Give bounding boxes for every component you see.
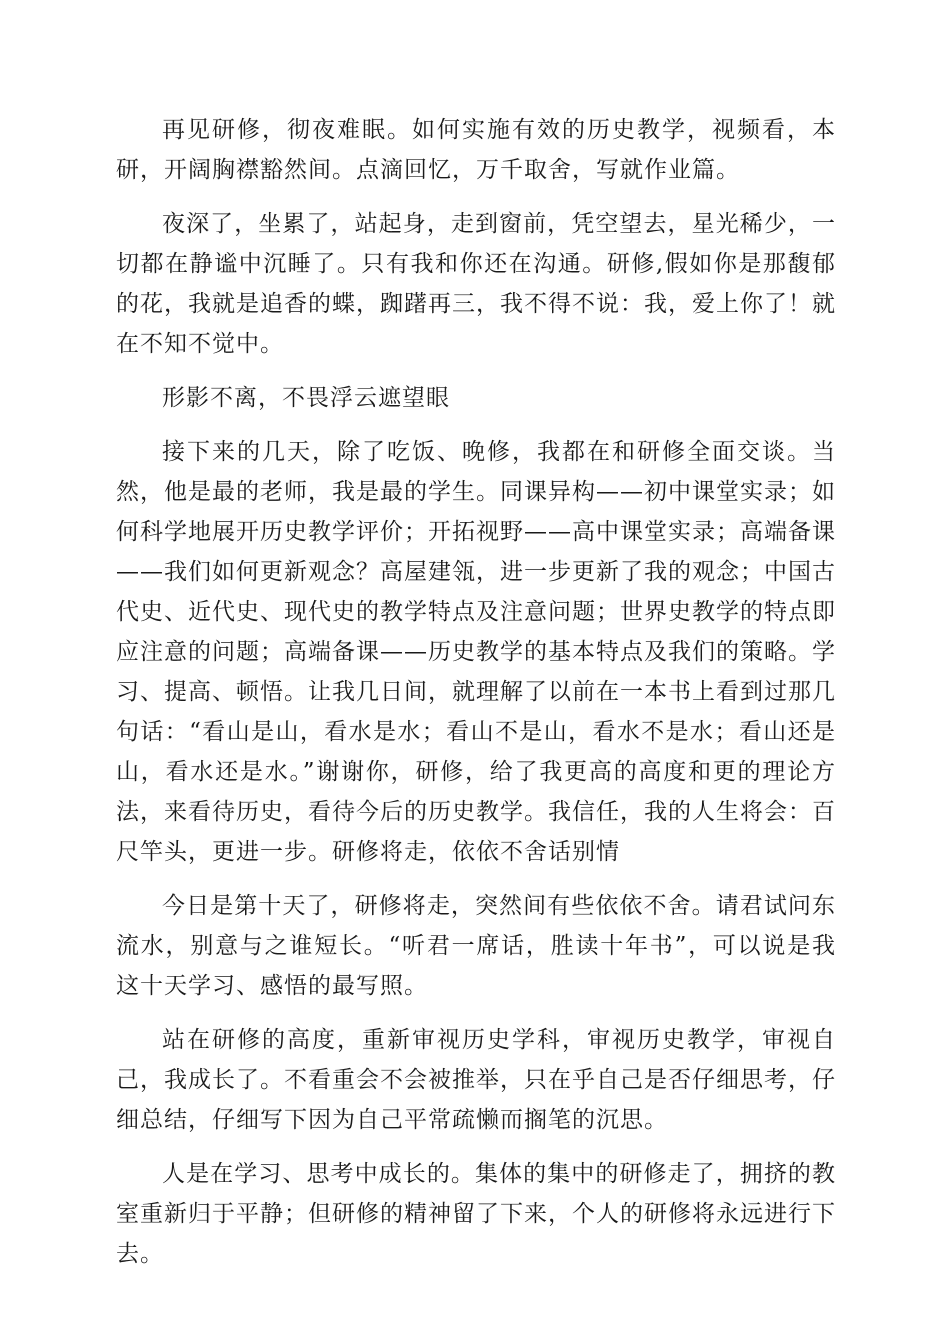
section-heading: 形影不离，不畏浮云遮望眼 xyxy=(162,385,450,411)
paragraph: 再见研修，彻夜难眠。如何实施有效的历史教学，视频看，本研，开阔胸襟豁然间。点滴回忆，万千取舍，写就作业篇。 xyxy=(116,117,836,183)
paragraph: 站在研修的高度，重新审视历史学科，审视历史教学，审视自己，我成长了。不看重会不会被推举，只在乎自己是否仔细思考，仔细总结，仔细写下因为自己平常疏懒而搁笔的沉思。 xyxy=(116,1027,836,1133)
paragraph: 人是在学习、思考中成长的。集体的集中的研修走了，拥挤的教室重新归于平静；但研修的精神留了下来，个人的研修将永远进行下去。 xyxy=(116,1161,836,1267)
paragraph: 接下来的几天，除了吃饭、晚修，我都在和研修全面交谈。当然，他是最的老师，我是最的学生。同课异构——初中课堂实录；如何科学地展开历史教学评价；开拓视野——高中课堂实录；高端备课——我们如何更新观念？高屋建瓴，进一步更新了我的观念；中国古代史、近代史、现代史的教学特点及注意问题；世界史教学的特点即应注意的问题；高端备课——历史教学的基本特点及我们的策略。学习、提高、顿悟。让我几日间，就理解了以前在一本书上看到过那几句话：“看山是山，看水是水；看山不是山，看水不是水；看山还是山，看水还是水。”谢谢你，研修，给了我更高的高度和更的理论方法，来看待历史，看待今后的历史教学。我信任，我的人生将会：百尺竿头，更进一步。研修将走，依依不舍话别情 xyxy=(116,439,836,865)
paragraph: 夜深了，坐累了，站起身，走到窗前，凭空望去，星光稀少，一切都在静谧中沉睡了。只有我和你还在沟通。研修,假如你是那馥郁的花，我就是追香的蝶，踟躇再三，我不得不说：我，爱上你了！就在不知不觉中。 xyxy=(116,211,836,357)
paragraph: 今日是第十天了，研修将走，突然间有些依依不舍。请君试问东流水，别意与之谁短长。“听君一席话，胜读十年书”，可以说是我这十天学习、感悟的最写照。 xyxy=(116,893,836,999)
document-page xyxy=(116,110,836,1288)
